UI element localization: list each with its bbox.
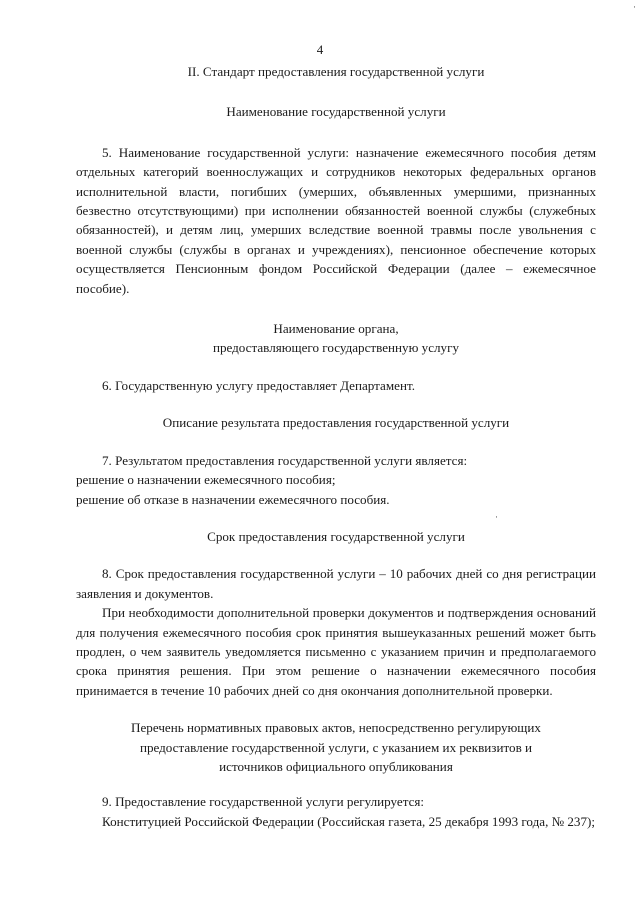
paragraph-7-item-2: решение об отказе в назначении ежемесячного пособия. [76, 491, 390, 507]
paragraph-9: 9. Предоставление государственной услуги регулируется: [102, 794, 425, 810]
subsection-title-legal-acts-line-3: источников официального опубликования [219, 758, 453, 774]
document-body [76, 62, 596, 831]
subsection-title-result: Описание результата предоставления государственной услуги [162, 415, 510, 431]
subsection-title-term: Срок предоставления государственной услуги [207, 528, 465, 544]
paragraph-7: 7. Результатом предоставления государственной услуги является: [102, 452, 468, 468]
paragraph-8: 8. Срок предоставления государственной услуги – 10 рабочих дней со дня регистрации заявления и документов. [76, 566, 596, 601]
subsection-title-authority-line-1: Наименование органа, [273, 321, 399, 337]
paragraph-7-item-1: решение о назначении ежемесячного пособия; [76, 472, 336, 488]
subsection-title-legal-acts-line-2: предоставление государственной услуги, с указанием их реквизитов и [139, 739, 533, 755]
paragraph-8-continued: При необходимости дополнительной проверки документов и подтверждения оснований для получения ежемесячного пособия срок принятия вышеуказанных решений может быть продлен, о чем заявитель уведомляется письменно с указанием причин и предполагаемого срока принятия решения. При этом решение о назначении ежемесячного пособия принимается в течение 10 рабочих дней со дня окончания дополнительной проверки. [76, 605, 596, 698]
subsection-title-authority-line-2: предоставляющего государственную услугу [212, 340, 460, 356]
scan-speck: · [633, 2, 636, 12]
subsection-title-legal-acts-line-1: Перечень нормативных правовых актов, непосредственно регулирующих [131, 720, 541, 736]
paragraph-6: 6. Государственную услугу предоставляет Департамент. [102, 377, 415, 393]
scan-speck: · [495, 512, 498, 522]
subsection-title-service-name: Наименование государственной услуги [226, 104, 446, 120]
section-title: II. Стандарт предоставления государственной услуги [187, 64, 485, 79]
page-number: 4 [316, 42, 324, 57]
paragraph-5: 5. Наименование государственной услуги: назначение ежемесячного пособия детям отдельных категорий военнослужащих и сотрудников некоторых федеральных органов исполнительной власти, погибших (умерших, объявленных умершими, признанных безвестно отсутствующими) при исполнении обязанностей военной службы (служебных обязанностей), и детям лиц, умерших вследствие военной травмы после увольнения с военной службы (службы в органах и учреждениях), пенсионное обеспечение которых осуществляется Пенсионным фондом Российской Федерации (далее – ежемесячное пособие). [76, 144, 596, 296]
paragraph-9-item-1: Конституцией Российской Федерации (Российская газета, 25 декабря 1993 года, № 237); [102, 813, 596, 829]
